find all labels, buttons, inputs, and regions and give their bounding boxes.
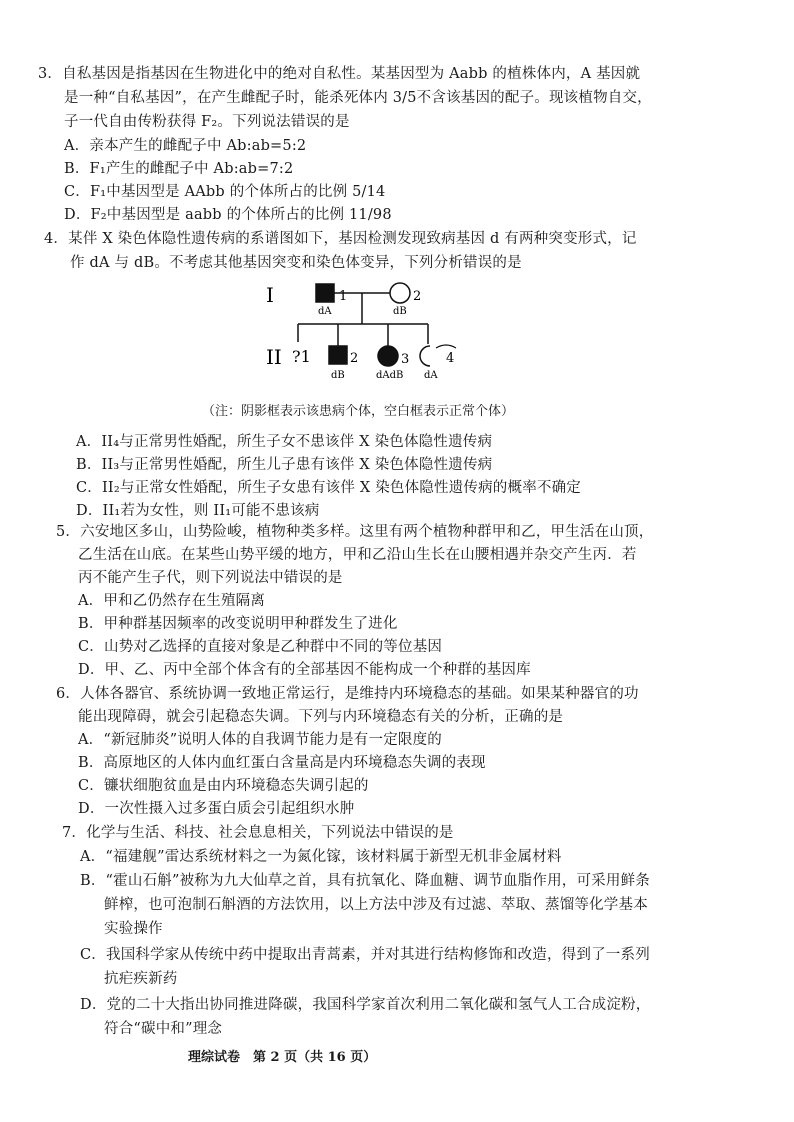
pedigree-i1-affected-male: [316, 284, 334, 302]
q4-option-b: B．II₃与正常男性婚配，所生儿子患有该伴 X 染色体隐性遗传病: [76, 457, 493, 473]
q3-option-d: D．F₂中基因型是 aabb 的个体所占的比例 11/98: [64, 207, 392, 223]
pedigree-ii3-number: 3: [401, 352, 410, 367]
pedigree-i2-normal-female: [390, 283, 410, 303]
pedigree-ii4-genotype: dA: [424, 370, 438, 381]
q5-option-d: D．甲、乙、丙中全部个体含有的全部基因不能构成一个种群的基因库: [78, 662, 531, 678]
q4-stem-line-1: 4．某伴 X 染色体隐性遗传病的系谱图如下，基因检测发现致病基因 d 有两种突变形式，记: [44, 231, 637, 247]
q7-option-b-line-3: 实验操作: [104, 921, 163, 937]
pedigree-note: （注：阴影框表示该患病个体，空白框表示正常个体）: [202, 404, 515, 419]
q6-option-d: D．一次性摄入过多蛋白质会引起组织水肿: [78, 801, 355, 817]
pedigree-ii2-number: 2: [350, 351, 359, 366]
pedigree-i2-genotype: dB: [393, 306, 407, 317]
pedigree-ii4-female-partial: [420, 346, 430, 366]
pedigree-i2-number: 2: [413, 289, 422, 304]
q3-option-c: C．F₁中基因型是 AAbb 的个体所占的比例 5/14: [64, 184, 386, 200]
q5-option-a: A．甲和乙仍然存在生殖隔离: [78, 593, 266, 609]
pedigree-ii4-number: 4: [446, 351, 455, 366]
q3-stem-line-1: 3．自私基因是指基因在生物进化中的绝对自私性。某基因型为 Aabb 的植株体内，A 基因就: [38, 66, 641, 82]
q4-stem-line-2: 作 dA 与 dB。不考虑其他基因突变和染色体变异，下列分析错误的是: [70, 255, 522, 271]
q5-stem-line-1: 5．六安地区多山，山势险峻，植物种类多样。这里有两个植物种群甲和乙，甲生活在山顶，: [56, 524, 654, 540]
pedigree-ii1-unknown: ?1: [292, 347, 311, 366]
q3-option-b: B．F₁产生的雌配子中 Ab:ab=7:2: [64, 161, 294, 177]
q3-option-a: A．亲本产生的雌配子中 Ab:ab=5:2: [64, 138, 307, 154]
q7-option-b-line-1: B．“霍山石斛”被称为九大仙草之首，具有抗氧化、降血糖、调节血脂作用，可采用鲜条: [80, 873, 650, 889]
pedigree-ii2-affected-male: [329, 346, 347, 364]
pedigree-ii3-genotype: dAdB: [376, 370, 404, 381]
q5-option-c: C．山势对乙选择的直接对象是乙种群中不同的等位基因: [78, 639, 443, 655]
q6-option-c: C．镰状细胞贫血是由内环境稳态失调引起的: [78, 778, 369, 794]
generation-i-label: I: [266, 283, 274, 307]
pedigree-ii4-arc: [436, 345, 456, 348]
q7-option-c-line-1: C．我国科学家从传统中药中提取出青蒿素，并对其进行结构修饰和改造，得到了一系列: [80, 947, 650, 963]
q4-option-a: A．II₄与正常男性婚配，所生子女不患该伴 X 染色体隐性遗传病: [76, 434, 493, 450]
pedigree-ii3-affected-female: [378, 346, 398, 366]
generation-ii-label: II: [266, 345, 282, 369]
q6-stem-line-2: 能出现障碍，就会引起稳态失调。下列与内环境稳态有关的分析，正确的是: [78, 709, 564, 725]
q7-option-a: A．“福建舰”雷达系统材料之一为氮化镓，该材料属于新型无机非金属材料: [80, 849, 562, 865]
q6-option-a: A．“新冠肺炎”说明人体的自我调节能力是有一定限度的: [78, 732, 442, 748]
pedigree-i1-number: 1: [339, 289, 348, 304]
q5-stem-line-3: 丙不能产生子代，则下列说法中错误的是: [78, 570, 343, 586]
page-footer: 理综试卷 第 2 页（共 16 页）: [188, 1050, 377, 1065]
pedigree-ii2-genotype: dB: [331, 370, 345, 381]
q5-stem-line-2: 乙生活在山底。在某些山势平缓的地方，甲和乙沿山生长在山腰相遇并杂交产生丙．若: [78, 547, 637, 563]
q4-option-d: D．II₁若为女性，则 II₁可能不患该病: [76, 503, 320, 519]
q5-option-b: B．甲种群基因频率的改变说明甲种群发生了进化: [78, 616, 398, 632]
q7-option-c-line-2: 抗疟疾新药: [104, 971, 178, 987]
pedigree-chart: [250, 272, 510, 392]
q3-stem-line-2: 是一种“自私基因”，在产生雌配子时，能杀死体内 3/5不含该基因的配子。现该植物自交，: [64, 90, 652, 106]
q4-option-c: C．II₂与正常女性婚配，所生子女患有该伴 X 染色体隐性遗传病的概率不确定: [76, 480, 582, 496]
q7-stem-line-1: 7．化学与生活、科技、社会息息相关，下列说法中错误的是: [62, 825, 454, 841]
q7-option-d-line-2: 符合“碳中和”理念: [104, 1021, 223, 1037]
pedigree-i1-genotype: dA: [318, 306, 332, 317]
q7-option-b-line-2: 鲜榨，也可泡制石斛酒的方法饮用，以上方法中涉及有过滤、萃取、蒸馏等化学基本: [104, 897, 648, 913]
q6-option-b: B．高原地区的人体内血红蛋白含量高是内环境稳态失调的表现: [78, 755, 486, 771]
q7-option-d-line-1: D．党的二十大指出协同推进降碳，我国科学家首次利用二氧化碳和氢气人工合成淀粉，: [80, 997, 651, 1013]
q3-stem-line-3: 子一代自由传粉获得 F₂。下列说法错误的是: [64, 114, 350, 130]
q6-stem-line-1: 6．人体各器官、系统协调一致地正常运行，是维持内环境稳态的基础。如果某种器官的功: [56, 686, 639, 702]
